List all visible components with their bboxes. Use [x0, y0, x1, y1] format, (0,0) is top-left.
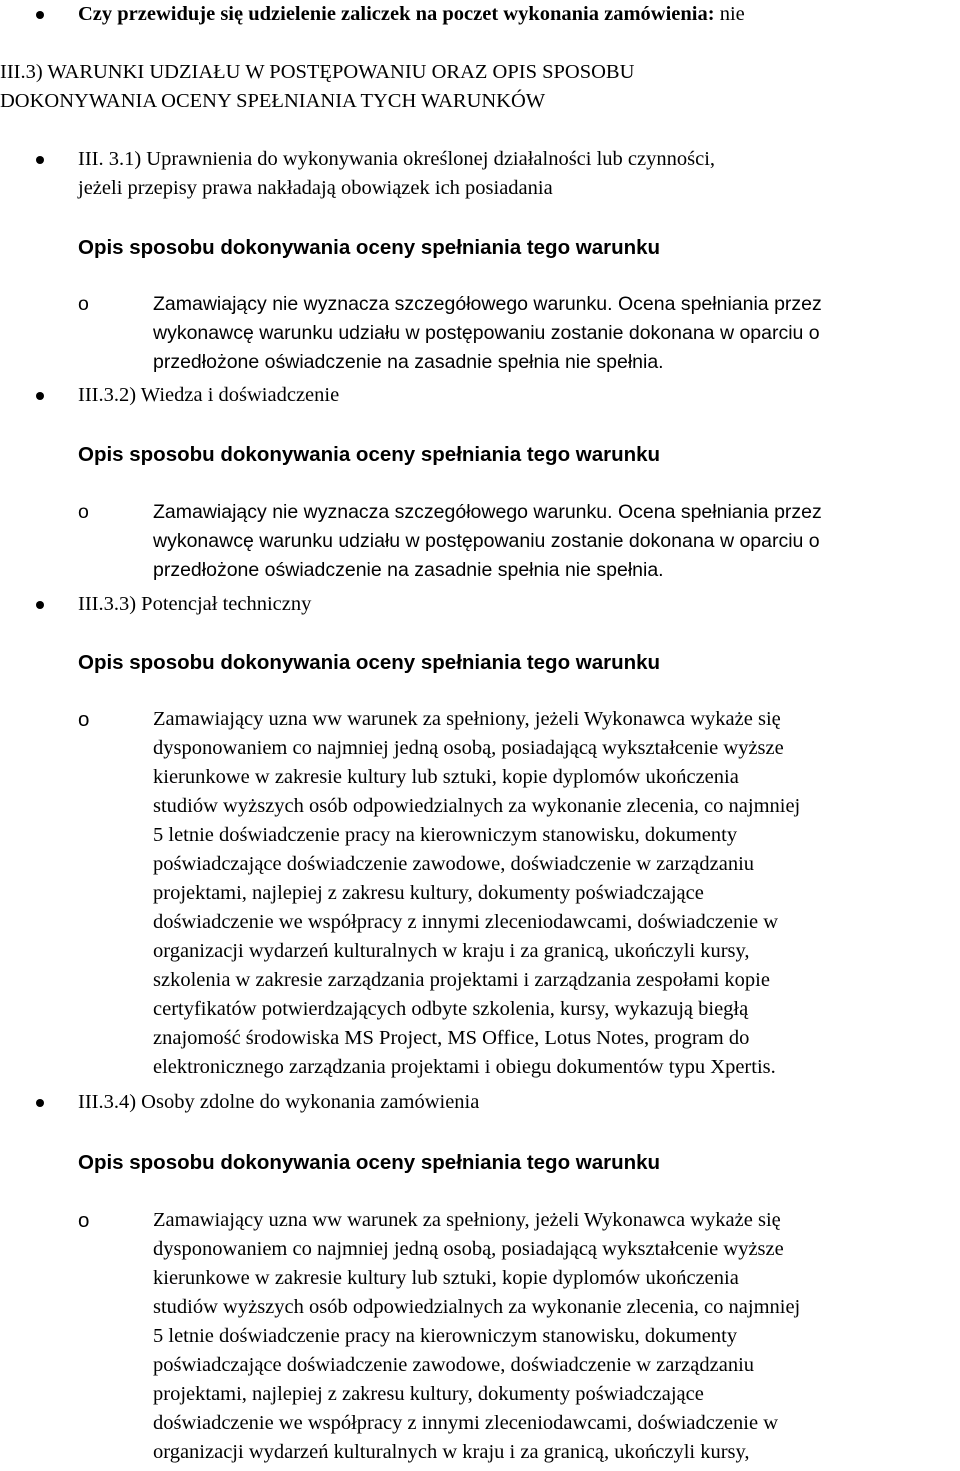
opis-heading: Opis sposobu dokonywania oceny spełniania tego warunku	[78, 443, 661, 466]
paragraph-line: kierunkowe w zakresie kultury lub sztuki, kopie dyplomów ukończenia	[153, 1267, 739, 1289]
bullet-dot	[36, 11, 44, 19]
circle-marker: o	[78, 501, 89, 523]
paragraph-line: szkolenia w zakresie zarządzania projektami i zarządzania zespołami kopie	[153, 969, 770, 991]
paragraph-line: dysponowaniem co najmniej jedną osobą, posiadającą wykształcenie wyższe	[153, 737, 784, 759]
paragraph-line: studiów wyższych osób odpowiedzialnych za wykonanie zlecenia, co najmniej	[153, 1296, 801, 1318]
paragraph-line: Zamawiający nie wyznacza szczegółowego warunku. Ocena spełniania przez	[153, 293, 822, 315]
subsection-title-line: jeżeli przepisy prawa nakładają obowiązek ich posiadania	[78, 177, 553, 199]
paragraph-line: 5 letnie doświadczenie pracy na kierowniczym stanowisku, dokumenty	[153, 824, 738, 846]
subsection-title-line: III.3.2) Wiedza i doświadczenie	[78, 384, 340, 406]
paragraph-line: doświadczenie we współpracy z innymi zleceniodawcami, doświadczenie w	[153, 911, 779, 933]
section-title	[0, 58, 960, 116]
paragraph-line: poświadczające doświadczenie zawodowe, doświadczenie w zarządzaniu	[153, 853, 755, 875]
paragraph-line: wykonawcę warunku udziału w postępowaniu zostanie dokonana w oparciu o	[153, 530, 820, 552]
section-title-line1: III.3) WARUNKI UDZIAŁU W POSTĘPOWANIU ORAZ OPIS SPOSOBU	[0, 61, 635, 83]
paragraph-line: certyfikatów potwierdzających odbyte szkolenia, kursy, wykazują biegłą	[153, 998, 749, 1020]
paragraph-line: projektami, najlepiej z zakresu kultury, dokumenty poświadczające	[153, 882, 704, 904]
paragraph-line: przedłożone oświadczenie na zasadnie spełnia nie spełnia.	[153, 351, 664, 373]
paragraph-line: doświadczenie we współpracy z innymi zleceniodawcami, doświadczenie w	[153, 1412, 779, 1434]
opis-heading: Opis sposobu dokonywania oceny spełniania tego warunku	[78, 651, 661, 674]
circle-marker: o	[78, 708, 90, 731]
circle-marker: o	[78, 293, 89, 315]
paragraph-line: poświadczające doświadczenie zawodowe, doświadczenie w zarządzaniu	[153, 1354, 755, 1376]
paragraph-line: elektronicznego zarządzania projektami i obiegu dokumentów typu Xpertis.	[153, 1056, 776, 1078]
paragraph-line: 5 letnie doświadczenie pracy na kierowniczym stanowisku, dokumenty	[153, 1325, 738, 1347]
bullet-dot	[36, 392, 44, 400]
opis-heading: Opis sposobu dokonywania oceny spełniania tego warunku	[78, 236, 661, 259]
bullet-dot	[36, 601, 44, 609]
paragraph-line: projektami, najlepiej z zakresu kultury, dokumenty poświadczające	[153, 1383, 704, 1405]
paragraph-line: dysponowaniem co najmniej jedną osobą, posiadającą wykształcenie wyższe	[153, 1238, 784, 1260]
subsection-title-line: III.3.4) Osoby zdolne do wykonania zamówienia	[78, 1091, 480, 1113]
paragraph-line: organizacji wydarzeń kulturalnych w kraju i za granicą, ukończyli kursy,	[153, 940, 750, 962]
paragraph-line: znajomość środowiska MS Project, MS Office, Lotus Notes, program do	[153, 1027, 750, 1049]
paragraph-line: organizacji wydarzeń kulturalnych w kraju i za granicą, ukończyli kursy,	[153, 1441, 750, 1463]
bullet-dot	[36, 156, 44, 164]
paragraph-line: studiów wyższych osób odpowiedzialnych za wykonanie zlecenia, co najmniej	[153, 795, 801, 817]
paragraph-line: Zamawiający uzna ww warunek za spełniony, jeżeli Wykonawca wykaże się	[153, 1209, 781, 1231]
paragraph-line: kierunkowe w zakresie kultury lub sztuki, kopie dyplomów ukończenia	[153, 766, 739, 788]
zaliczki-label: Czy przewiduje się udzielenie zaliczek na poczet wykonania zamówienia:	[78, 3, 715, 25]
bullet-dot	[36, 1099, 44, 1107]
paragraph-line: przedłożone oświadczenie na zasadnie spełnia nie spełnia.	[153, 559, 664, 581]
section-title-line2: DOKONYWANIA OCENY SPEŁNIANIA TYCH WARUNKÓW	[0, 90, 546, 112]
subsection-title-line: III.3.3) Potencjał techniczny	[78, 593, 312, 615]
paragraph-line: Zamawiający nie wyznacza szczegółowego warunku. Ocena spełniania przez	[153, 501, 822, 523]
paragraph-line: Zamawiający uzna ww warunek za spełniony, jeżeli Wykonawca wykaże się	[153, 708, 781, 730]
circle-marker: o	[78, 1209, 90, 1232]
subsection-title-line: III. 3.1) Uprawnienia do wykonywania określonej działalności lub czynności,	[78, 148, 716, 170]
zaliczki-value: nie	[719, 3, 745, 25]
opis-heading: Opis sposobu dokonywania oceny spełniania tego warunku	[78, 1151, 661, 1174]
paragraph-line: wykonawcę warunku udziału w postępowaniu zostanie dokonana w oparciu o	[153, 322, 820, 344]
